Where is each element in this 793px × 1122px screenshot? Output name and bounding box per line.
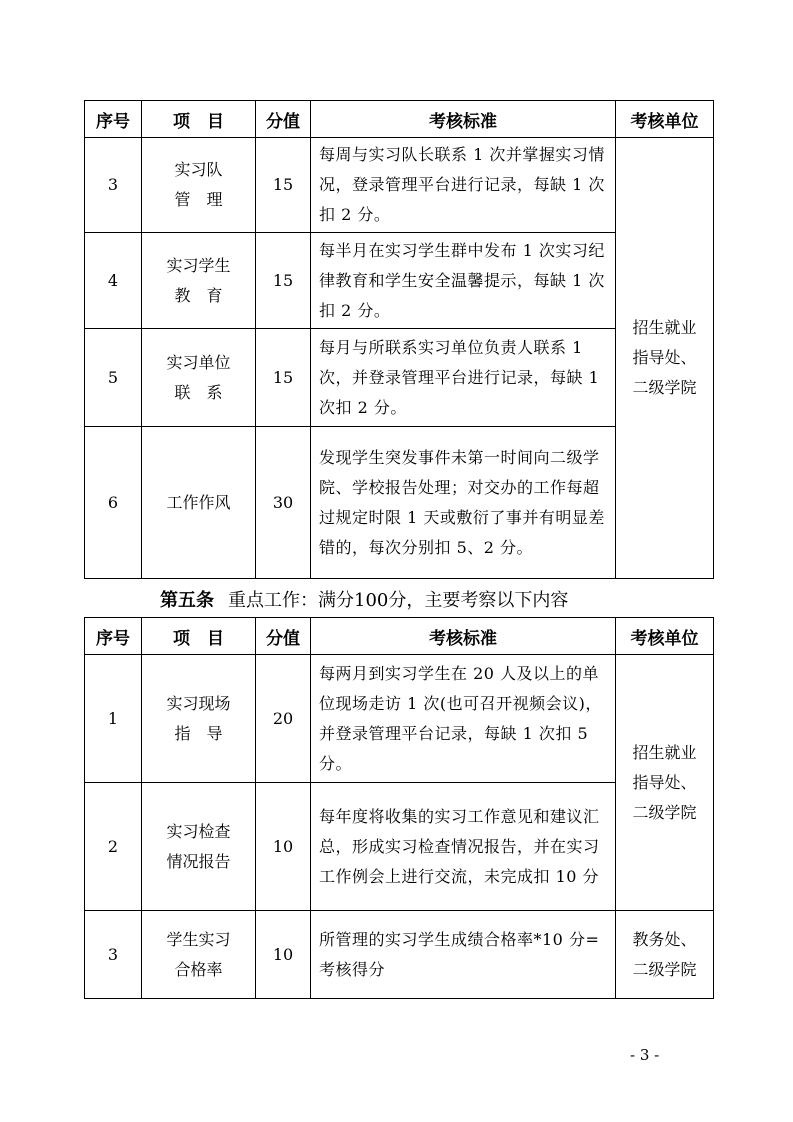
header-score: 分值: [256, 101, 311, 138]
row-standard: 每年度将收集的实习工作意见和建议汇总，形成实习检查情况报告，并在实习工作例会上进行交流，未完成扣 10 分: [311, 783, 616, 911]
row-standard: 发现学生突发事件未第一时间向二级学院、学校报告处理；对交办的工作每超过规定时限 1 天或敷衍了事并有明显差错的，每次分别扣 5、2 分。: [311, 427, 616, 579]
row-item: 实习现场 指 导: [142, 655, 256, 783]
row-item: 工作作风: [142, 427, 256, 579]
row-score: 10: [256, 911, 311, 999]
header-item: 项 目: [142, 101, 256, 138]
row-score: 15: [256, 138, 311, 233]
assessment-unit: 教务处、 二级学院: [616, 911, 714, 999]
assessment-unit: 招生就业 指导处、 二级学院: [616, 138, 714, 579]
row-standard: 每半月在实习学生群中发布 1 次实习纪律教育和学生安全温馨提示，每缺 1 次扣 2 分。: [311, 233, 616, 329]
header-no: 序号: [85, 618, 142, 655]
row-item: 学生实习 合格率: [142, 911, 256, 999]
header-unit: 考核单位: [616, 101, 714, 138]
assessment-table-2: [84, 617, 714, 999]
row-no: 6: [85, 427, 142, 579]
header-score: 分值: [256, 618, 311, 655]
article-text: 重点工作：满分100分，主要考察以下内容: [228, 590, 569, 611]
row-score: 30: [256, 427, 311, 579]
row-no: 3: [85, 911, 142, 999]
article-heading: [160, 586, 568, 612]
table-row: [85, 138, 714, 233]
row-item: 实习检查 情况报告: [142, 783, 256, 911]
row-no: 5: [85, 329, 142, 427]
assessment-table-1: [84, 100, 714, 579]
row-standard: 每周与实习队长联系 1 次并掌握实习情况，登录管理平台进行记录，每缺 1 次扣 2 分。: [311, 138, 616, 233]
table-header-row: [85, 618, 714, 655]
header-standard: 考核标准: [311, 101, 616, 138]
row-score: 10: [256, 783, 311, 911]
assessment-unit: 招生就业 指导处、 二级学院: [616, 655, 714, 911]
row-score: 15: [256, 329, 311, 427]
row-item: 实习单位 联 系: [142, 329, 256, 427]
table-header-row: [85, 101, 714, 138]
row-standard: 所管理的实习学生成绩合格率*10 分=考核得分: [311, 911, 616, 999]
header-no: 序号: [85, 101, 142, 138]
article-label: 第五条: [160, 590, 214, 611]
header-standard: 考核标准: [311, 618, 616, 655]
header-unit: 考核单位: [616, 618, 714, 655]
table-row: [85, 655, 714, 783]
row-no: 2: [85, 783, 142, 911]
page-number: - 3 -: [630, 1046, 660, 1064]
table-row: [85, 911, 714, 999]
row-score: 20: [256, 655, 311, 783]
row-standard: 每两月到实习学生在 20 人及以上的单位现场走访 1 次(也可召开视频会议)，并登录管理平台记录，每缺 1 次扣 5 分。: [311, 655, 616, 783]
row-item: 实习队 管 理: [142, 138, 256, 233]
row-standard: 每月与所联系实习单位负责人联系 1 次，并登录管理平台进行记录，每缺 1 次扣 2 分。: [311, 329, 616, 427]
header-item: 项 目: [142, 618, 256, 655]
row-no: 3: [85, 138, 142, 233]
row-score: 15: [256, 233, 311, 329]
row-no: 1: [85, 655, 142, 783]
row-no: 4: [85, 233, 142, 329]
row-item: 实习学生 教 育: [142, 233, 256, 329]
